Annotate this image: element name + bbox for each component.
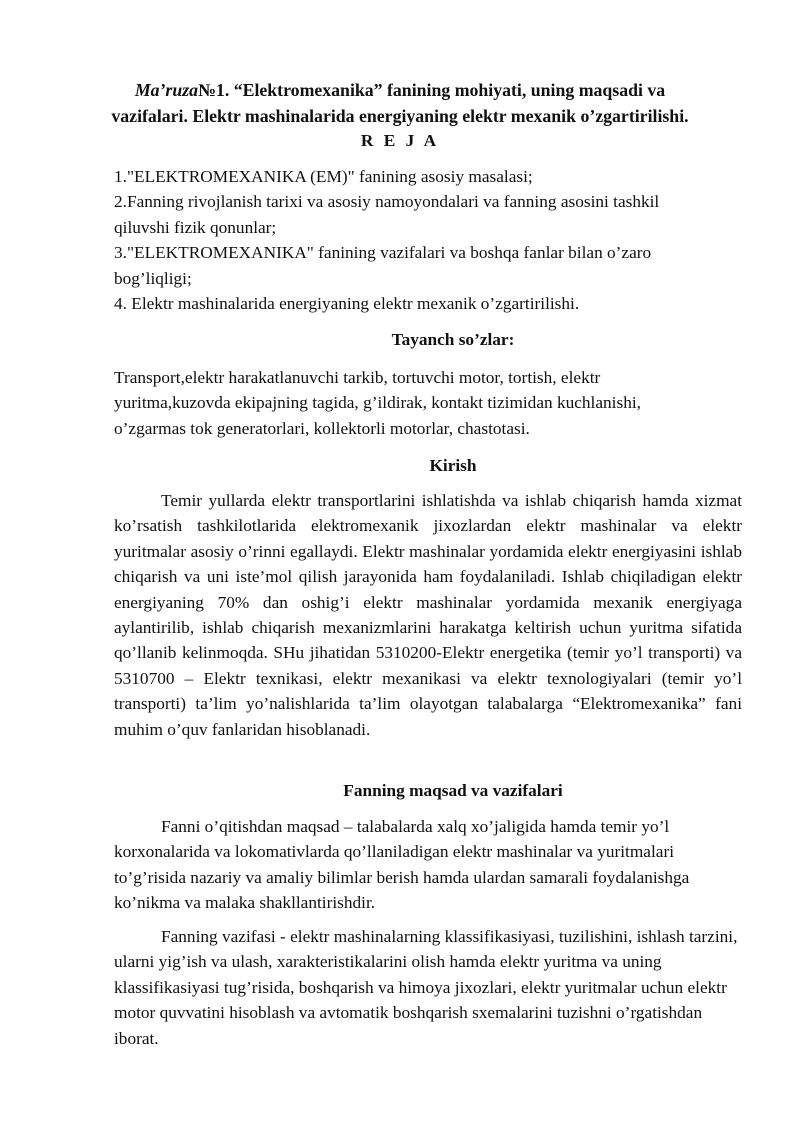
lecture-title bbox=[108, 77, 692, 129]
plan-item: bog’liqligi; bbox=[114, 268, 192, 288]
plan-item: 4. Elektr mashinalarida energiyaning elektr mexanik o’zgartirilishi. bbox=[114, 294, 580, 314]
keywords-line: Transport,elektr harakatlanuvchi tarkib, tortuvchi motor, tortish, elektr bbox=[114, 368, 601, 387]
intro-heading: Kirish bbox=[429, 456, 477, 475]
intro-paragraph: Temir yullarda elektr transportlarini ishlatishda va ishlab chiqarish hamda xizmat ko’rsatish tashkilotlarida elektromexanik jixozlardan elektr mashinalar va elektr yuritmalar asosiy o’rinni egallaydi. Elektr mashinalar yordamida elektr energiyasini ishlab chiqarish va uni iste’mol qilish jarayonida ham foydalaniladi. Ishlab chiqiladigan elektr energiyaning 70% dan oshig’i elektr mashinalar yordamida mexanik energiyaga aylantirilib, ishlab chiqarish mexanizmlarini harakatga keltirish uchun yuritma sifatida qo’llanib kelinmoqda. SHu jihatidan 5310200-Elektr energetika (temir yo’l transporti) va 5310700 – Elektr texnikasi, elektr mexanikasi va elektr texnologiyalari (temir yo’l transporti) ta’lim yo’nalishlarida ta’lim olayotgan talabalarga “Elektromexanika” fani muhim o’quv fanlaridan hisoblanadi. bbox=[114, 491, 742, 739]
plan-item: 1."ELEKTROMEXANIKA (EM)" fanining asosiy masalasi; bbox=[114, 167, 533, 186]
keywords-heading: Tayanch so’zlar: bbox=[391, 330, 515, 349]
title-line-1 bbox=[108, 77, 692, 103]
title-line-1-rest: №1. “Elektromexanika” fanining mohiyati, uning maqsadi va bbox=[198, 80, 666, 100]
plan-list bbox=[114, 164, 734, 316]
tasks-paragraph: Fanning vazifasi - elektr mashinalarning klassifikasiyasi, tuzilishini, ishlash tarzini, ularni yig’ish va ulash, xarakteristikalarini olish hamda elektr yuritma va uning klassifikasiyasi tug’risida, boshqarish va himoya jixozlari, elektr yuritmalar uchun elektr motor quvvatini hisoblash va avtomatik boshqarish sxemalarini tuzishni o’rgatishdan iborat. bbox=[114, 927, 738, 1048]
plan-item: 3."ELEKTROMEXANIKA" fanining vazifalari va boshqa fanlar bilan o’zaro bbox=[114, 243, 652, 263]
plan-item: qiluvshi fizik qonunlar; bbox=[114, 217, 277, 237]
keywords-line: yuritma,kuzovda ekipajning tagida, g’ildirak, kontakt tizimidan kuchlanishi, bbox=[114, 393, 641, 413]
goals-heading: Fanning maqsad va vazifalari bbox=[343, 781, 563, 800]
keywords-paragraph bbox=[114, 365, 734, 441]
keywords-line: o’zgarmas tok generatorlari, kollektorli motorlar, chastotasi. bbox=[114, 418, 530, 438]
plan-item: 2.Fanning rivojlanish tarixi va asosiy namoyondalari va fanning asosini tashkil bbox=[114, 192, 660, 212]
goals-paragraph: Fanni o’qitishdan maqsad – talabalarda xalq xo’jaligida hamda temir yo’l korxonalarida va lokomativlarda qo’llaniladigan elektr mashinalar va yuritmalari to’g’risida nazariy va amaliy bilimlar berish hamda ulardan samarali foydalanishga ko’nikma va malaka shakllantirishdir. bbox=[114, 817, 690, 913]
title-italic-part: Ma’ruza bbox=[134, 80, 199, 100]
title-line-2: vazifalari. Elektr mashinalarida energiyaning elektr mexanik o’zgartirilishi. bbox=[111, 106, 689, 126]
plan-heading: R E J A bbox=[360, 131, 440, 150]
